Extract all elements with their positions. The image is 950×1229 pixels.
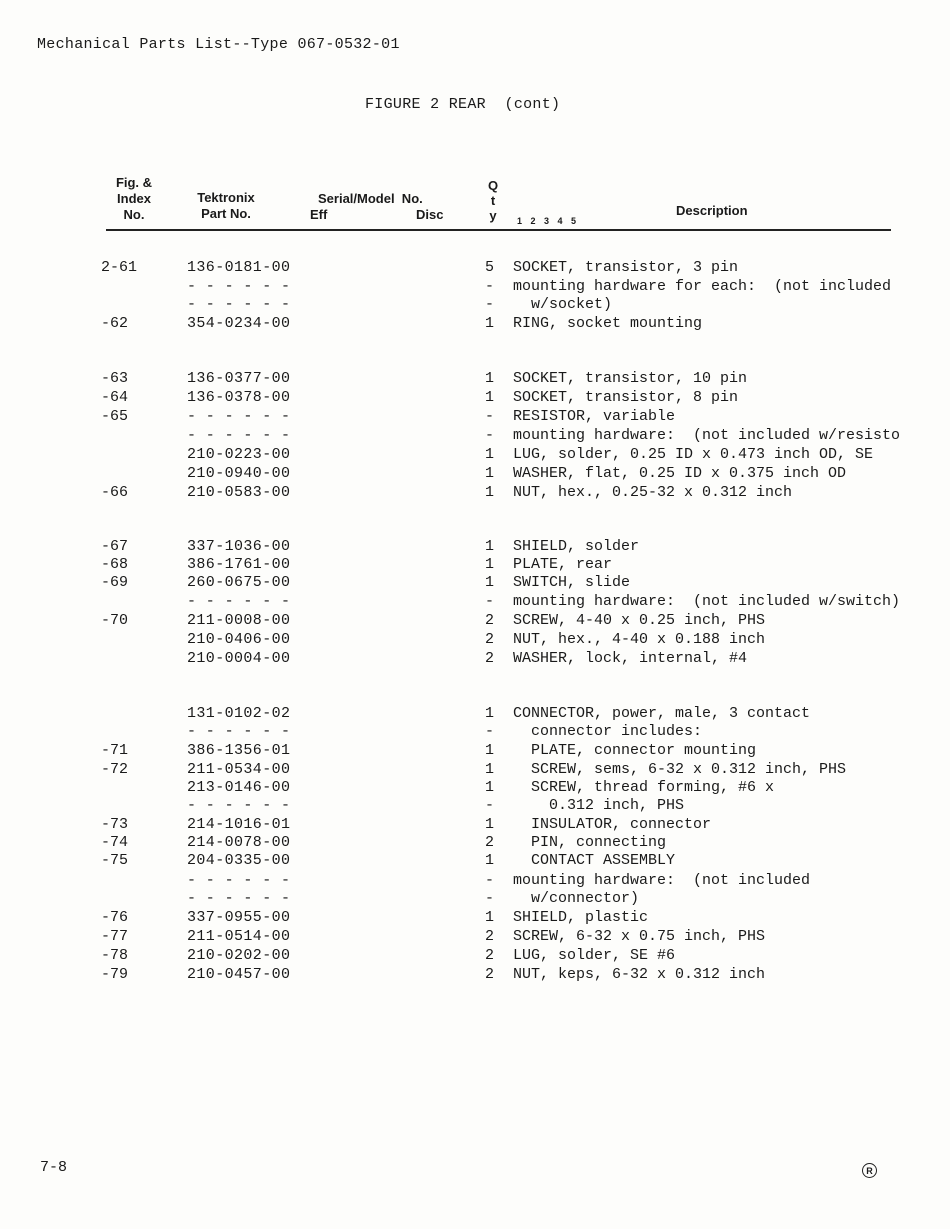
quantity-cell: 2 xyxy=(485,650,495,667)
part-number-cell: 337-0955-00 xyxy=(187,909,291,926)
quantity-cell: 5 xyxy=(485,259,495,276)
part-number-cell: 214-1016-01 xyxy=(187,816,291,833)
part-number-cell: - - - - - - xyxy=(187,408,291,425)
quantity-cell: - xyxy=(485,427,495,444)
description-cell: PLATE, rear xyxy=(513,556,613,573)
part-number-cell: - - - - - - xyxy=(187,427,291,444)
table-row xyxy=(0,742,950,761)
description-cell: mounting hardware: (not included w/switch) xyxy=(513,593,901,610)
part-number-cell: - - - - - - xyxy=(187,872,291,889)
table-row xyxy=(0,612,950,631)
description-cell: w/connector) xyxy=(513,890,640,907)
quantity-cell: 1 xyxy=(485,370,495,387)
column-header-disc: Disc xyxy=(416,207,444,222)
quantity-cell: 1 xyxy=(485,574,495,591)
fig-index-cell: -75 xyxy=(101,852,129,869)
fig-index-cell: -64 xyxy=(101,389,129,406)
description-cell: SCREW, thread forming, #6 x xyxy=(513,779,775,796)
part-number-cell: - - - - - - xyxy=(187,797,291,814)
table-row xyxy=(0,278,950,297)
quantity-cell: - xyxy=(485,593,495,610)
column-header-serial: Serial/Model No. xyxy=(318,191,423,206)
quantity-cell: 1 xyxy=(485,465,495,482)
fig-index-cell: -71 xyxy=(101,742,129,759)
column-header-eff: Eff xyxy=(310,207,328,222)
part-number-cell: - - - - - - xyxy=(187,723,291,740)
table-row xyxy=(0,852,950,871)
table-row xyxy=(0,408,950,427)
table-row xyxy=(0,370,950,389)
fig-index-cell: -70 xyxy=(101,612,129,629)
part-number-cell: 136-0377-00 xyxy=(187,370,291,387)
part-number-cell: 210-0223-00 xyxy=(187,446,291,463)
part-number-cell: - - - - - - xyxy=(187,890,291,907)
description-cell: SCREW, 6-32 x 0.75 inch, PHS xyxy=(513,928,766,945)
part-number-cell: - - - - - - xyxy=(187,593,291,610)
quantity-cell: 2 xyxy=(485,631,495,648)
description-cell: PLATE, connector mounting xyxy=(513,742,757,759)
quantity-cell: - xyxy=(485,723,495,740)
part-number-cell: - - - - - - xyxy=(187,278,291,295)
quantity-cell: - xyxy=(485,872,495,889)
fig-index-cell: -74 xyxy=(101,834,129,851)
fig-index-cell: -65 xyxy=(101,408,129,425)
part-number-cell: 210-0406-00 xyxy=(187,631,291,648)
part-number-cell: 214-0078-00 xyxy=(187,834,291,851)
part-number-cell: 337-1036-00 xyxy=(187,538,291,555)
table-row xyxy=(0,296,950,315)
fig-index-cell: -79 xyxy=(101,966,129,983)
quantity-cell: 2 xyxy=(485,612,495,629)
quantity-cell: 2 xyxy=(485,966,495,983)
description-cell: w/socket) xyxy=(513,296,613,313)
quantity-cell: - xyxy=(485,408,495,425)
description-cell: mounting hardware: (not included xyxy=(513,872,811,889)
table-row xyxy=(0,909,950,928)
table-row xyxy=(0,705,950,724)
quantity-cell: 2 xyxy=(485,947,495,964)
column-header-part-no: Tektronix Part No. xyxy=(197,190,255,221)
figure-title: FIGURE 2 REAR (cont) xyxy=(365,96,561,113)
table-row xyxy=(0,259,950,278)
table-row xyxy=(0,816,950,835)
description-cell: WASHER, flat, 0.25 ID x 0.375 inch OD xyxy=(513,465,847,482)
table-row xyxy=(0,834,950,853)
table-row xyxy=(0,723,950,742)
description-cell: SOCKET, transistor, 8 pin xyxy=(513,389,739,406)
description-cell: SOCKET, transistor, 3 pin xyxy=(513,259,739,276)
table-row xyxy=(0,650,950,669)
table-row xyxy=(0,389,950,408)
part-number-cell: 210-0004-00 xyxy=(187,650,291,667)
fig-index-cell: -63 xyxy=(101,370,129,387)
description-cell: SHIELD, plastic xyxy=(513,909,649,926)
fig-index-cell: -76 xyxy=(101,909,129,926)
column-header-description: Description xyxy=(676,203,748,218)
quantity-cell: 1 xyxy=(485,389,495,406)
table-row xyxy=(0,538,950,557)
description-cell: RESISTOR, variable xyxy=(513,408,676,425)
fig-index-cell: -77 xyxy=(101,928,129,945)
fig-index-cell: -66 xyxy=(101,484,129,501)
part-number-cell: 211-0008-00 xyxy=(187,612,291,629)
quantity-cell: 1 xyxy=(485,315,495,332)
description-cell: SCREW, sems, 6-32 x 0.312 inch, PHS xyxy=(513,761,847,778)
description-cell: SCREW, 4-40 x 0.25 inch, PHS xyxy=(513,612,766,629)
part-number-cell: 386-1761-00 xyxy=(187,556,291,573)
quantity-cell: - xyxy=(485,797,495,814)
part-number-cell: 210-0583-00 xyxy=(187,484,291,501)
table-row xyxy=(0,779,950,798)
column-header-qty: Q t y xyxy=(487,178,499,223)
fig-index-cell: 2-61 xyxy=(101,259,138,276)
header-rule xyxy=(106,229,891,231)
description-cell: LUG, solder, SE #6 xyxy=(513,947,676,964)
description-cell: 0.312 inch, PHS xyxy=(513,797,685,814)
part-number-cell: 211-0534-00 xyxy=(187,761,291,778)
fig-index-cell: -62 xyxy=(101,315,129,332)
table-row xyxy=(0,966,950,985)
part-number-cell: 131-0102-02 xyxy=(187,705,291,722)
table-row xyxy=(0,761,950,780)
table-row xyxy=(0,890,950,909)
fig-index-cell: -67 xyxy=(101,538,129,555)
quantity-cell: 1 xyxy=(485,538,495,555)
quantity-cell: 1 xyxy=(485,909,495,926)
description-cell: PIN, connecting xyxy=(513,834,667,851)
quantity-cell: 2 xyxy=(485,928,495,945)
part-number-cell: 211-0514-00 xyxy=(187,928,291,945)
part-number-cell: 210-0457-00 xyxy=(187,966,291,983)
registered-mark: R xyxy=(862,1163,877,1178)
table-row xyxy=(0,631,950,650)
quantity-cell: - xyxy=(485,296,495,313)
part-number-cell: 204-0335-00 xyxy=(187,852,291,869)
description-cell: RING, socket mounting xyxy=(513,315,703,332)
quantity-cell: 1 xyxy=(485,816,495,833)
table-row xyxy=(0,797,950,816)
part-number-cell: - - - - - - xyxy=(187,296,291,313)
description-cell: NUT, hex., 4-40 x 0.188 inch xyxy=(513,631,766,648)
part-number-cell: 210-0940-00 xyxy=(187,465,291,482)
description-cell: SHIELD, solder xyxy=(513,538,640,555)
fig-index-cell: -73 xyxy=(101,816,129,833)
part-number-cell: 136-0378-00 xyxy=(187,389,291,406)
quantity-cell: - xyxy=(485,890,495,907)
page-number: 7-8 xyxy=(40,1159,68,1176)
quantity-cell: 2 xyxy=(485,834,495,851)
quantity-cell: 1 xyxy=(485,852,495,869)
table-row xyxy=(0,872,950,891)
part-number-cell: 210-0202-00 xyxy=(187,947,291,964)
description-cell: mounting hardware: (not included w/resisto xyxy=(513,427,901,444)
quantity-cell: 1 xyxy=(485,761,495,778)
part-number-cell: 386-1356-01 xyxy=(187,742,291,759)
fig-index-cell: -68 xyxy=(101,556,129,573)
fig-index-cell: -72 xyxy=(101,761,129,778)
quantity-cell: 1 xyxy=(485,484,495,501)
quantity-cell: - xyxy=(485,278,495,295)
table-row xyxy=(0,465,950,484)
description-cell: WASHER, lock, internal, #4 xyxy=(513,650,748,667)
table-row xyxy=(0,556,950,575)
column-header-levels: 1 2 3 4 5 xyxy=(517,216,580,226)
table-row xyxy=(0,446,950,465)
quantity-cell: 1 xyxy=(485,779,495,796)
description-cell: SOCKET, transistor, 10 pin xyxy=(513,370,748,387)
table-row xyxy=(0,427,950,446)
part-number-cell: 136-0181-00 xyxy=(187,259,291,276)
part-number-cell: 354-0234-00 xyxy=(187,315,291,332)
description-cell: NUT, hex., 0.25-32 x 0.312 inch xyxy=(513,484,793,501)
description-cell: mounting hardware for each: (not included xyxy=(513,278,892,295)
table-row xyxy=(0,593,950,612)
description-cell: NUT, keps, 6-32 x 0.312 inch xyxy=(513,966,766,983)
table-row xyxy=(0,484,950,503)
fig-index-cell: -78 xyxy=(101,947,129,964)
description-cell: CONNECTOR, power, male, 3 contact xyxy=(513,705,811,722)
part-number-cell: 260-0675-00 xyxy=(187,574,291,591)
table-row xyxy=(0,574,950,593)
description-cell: INSULATOR, connector xyxy=(513,816,712,833)
description-cell: SWITCH, slide xyxy=(513,574,631,591)
quantity-cell: 1 xyxy=(485,705,495,722)
quantity-cell: 1 xyxy=(485,446,495,463)
column-header-fig-index: Fig. & Index No. xyxy=(115,175,153,222)
description-cell: CONTACT ASSEMBLY xyxy=(513,852,676,869)
part-number-cell: 213-0146-00 xyxy=(187,779,291,796)
table-row xyxy=(0,315,950,334)
document-title: Mechanical Parts List--Type 067-0532-01 xyxy=(37,36,400,53)
description-cell: connector includes: xyxy=(513,723,703,740)
quantity-cell: 1 xyxy=(485,742,495,759)
table-row xyxy=(0,947,950,966)
table-row xyxy=(0,928,950,947)
fig-index-cell: -69 xyxy=(101,574,129,591)
description-cell: LUG, solder, 0.25 ID x 0.473 inch OD, SE xyxy=(513,446,874,463)
quantity-cell: 1 xyxy=(485,556,495,573)
